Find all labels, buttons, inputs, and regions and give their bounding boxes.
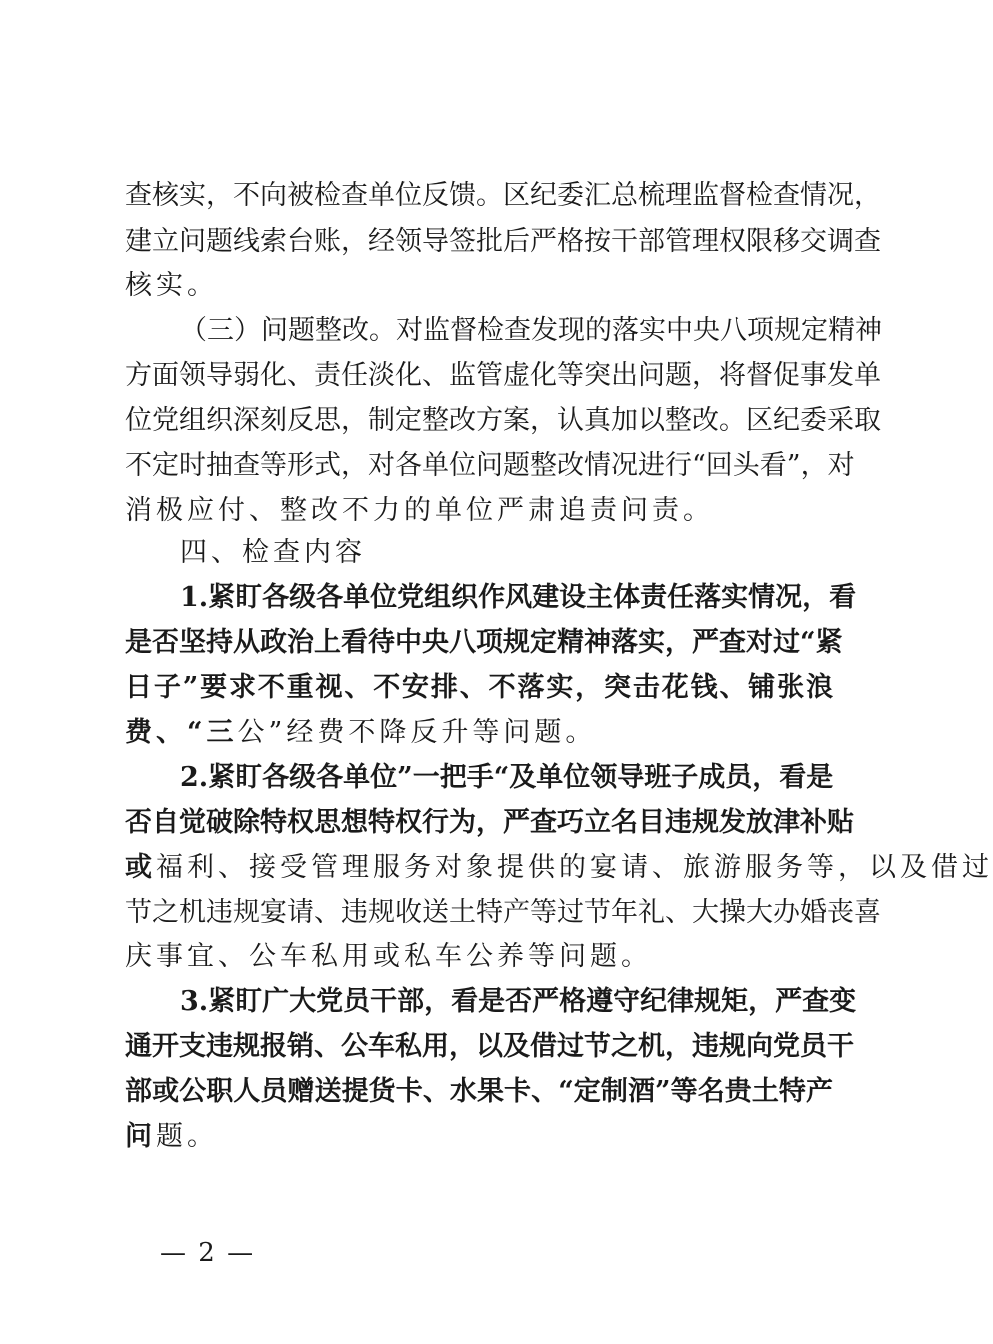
paragraph-line: 节之机违规宴请、违规收送土特产等过节年礼、大操大办婚丧喜: [125, 897, 881, 928]
paragraph-line: 3.紧盯广大党员干部，看是否严格遵守纪律规矩，严查变: [180, 986, 857, 1017]
paragraph-line: 方面领导弱化、责任淡化、监管虚化等突出问题，将督促事发单: [125, 360, 881, 391]
regular-segment: 公”经费不降反升等问题。: [237, 717, 597, 748]
paragraph-line: （三）问题整改。对监督检查发现的落实中央八项规定精神: [180, 315, 882, 346]
paragraph-line: 建立问题线索台账，经领导签批后严格按干部管理权限移交调查: [125, 226, 881, 257]
paragraph-line: 消极应付、整改不力的单位严肃追责问责。: [125, 495, 714, 526]
paragraph-line: 核实。: [125, 270, 218, 301]
regular-segment: 题。: [156, 1121, 218, 1152]
paragraph-line: 2.紧盯各级各单位”一把手“及单位领导班子成员，看是: [180, 762, 834, 793]
paragraph-line: 否自觉破除特权思想特权行为，严查巧立名目违规发放津补贴: [125, 807, 854, 838]
paragraph-line: 是否坚持从政治上看待中央八项规定精神落实，严查对过“紧: [125, 627, 843, 658]
paragraph-line: 通开支违规报销、公车私用，以及借过节之机，违规向党员干: [125, 1031, 854, 1062]
paragraph-line: [125, 1117, 833, 1157]
paragraph-line: 1.紧盯各级各单位党组织作风建设主体责任落实情况，看: [180, 582, 857, 613]
paragraph-line: 位党组织深刻反思，制定整改方案，认真加以整改。区纪委采取: [125, 405, 881, 436]
page-number: — 2 —: [160, 1238, 256, 1268]
section-heading: 四、检查内容: [180, 537, 366, 568]
bold-segment: 费、“三: [125, 717, 238, 748]
bold-segment: 问: [125, 1121, 156, 1152]
paragraph-line: 日子”要求不重视、不安排、不落实，突击花钱、铺张浪: [125, 672, 833, 703]
paragraph-line: 查核实，不向被检查单位反馈。区纪委汇总梳理监督检查情况，: [125, 180, 881, 211]
paragraph-line: [125, 848, 993, 888]
paragraph-line: 部或公职人员赠送提货卡、水果卡、“定制酒”等名贵土特产: [125, 1076, 833, 1107]
paragraph-line: 庆事宜、公车私用或私车公养等问题。: [125, 941, 652, 972]
paragraph-line: 不定时抽查等形式，对各单位问题整改情况进行“回头看”，对: [125, 450, 855, 481]
bold-segment: 或: [125, 852, 156, 883]
paragraph-line: [125, 713, 833, 753]
regular-segment: 福利、接受管理服务对象提供的宴请、旅游服务等，以及借过: [156, 852, 993, 883]
